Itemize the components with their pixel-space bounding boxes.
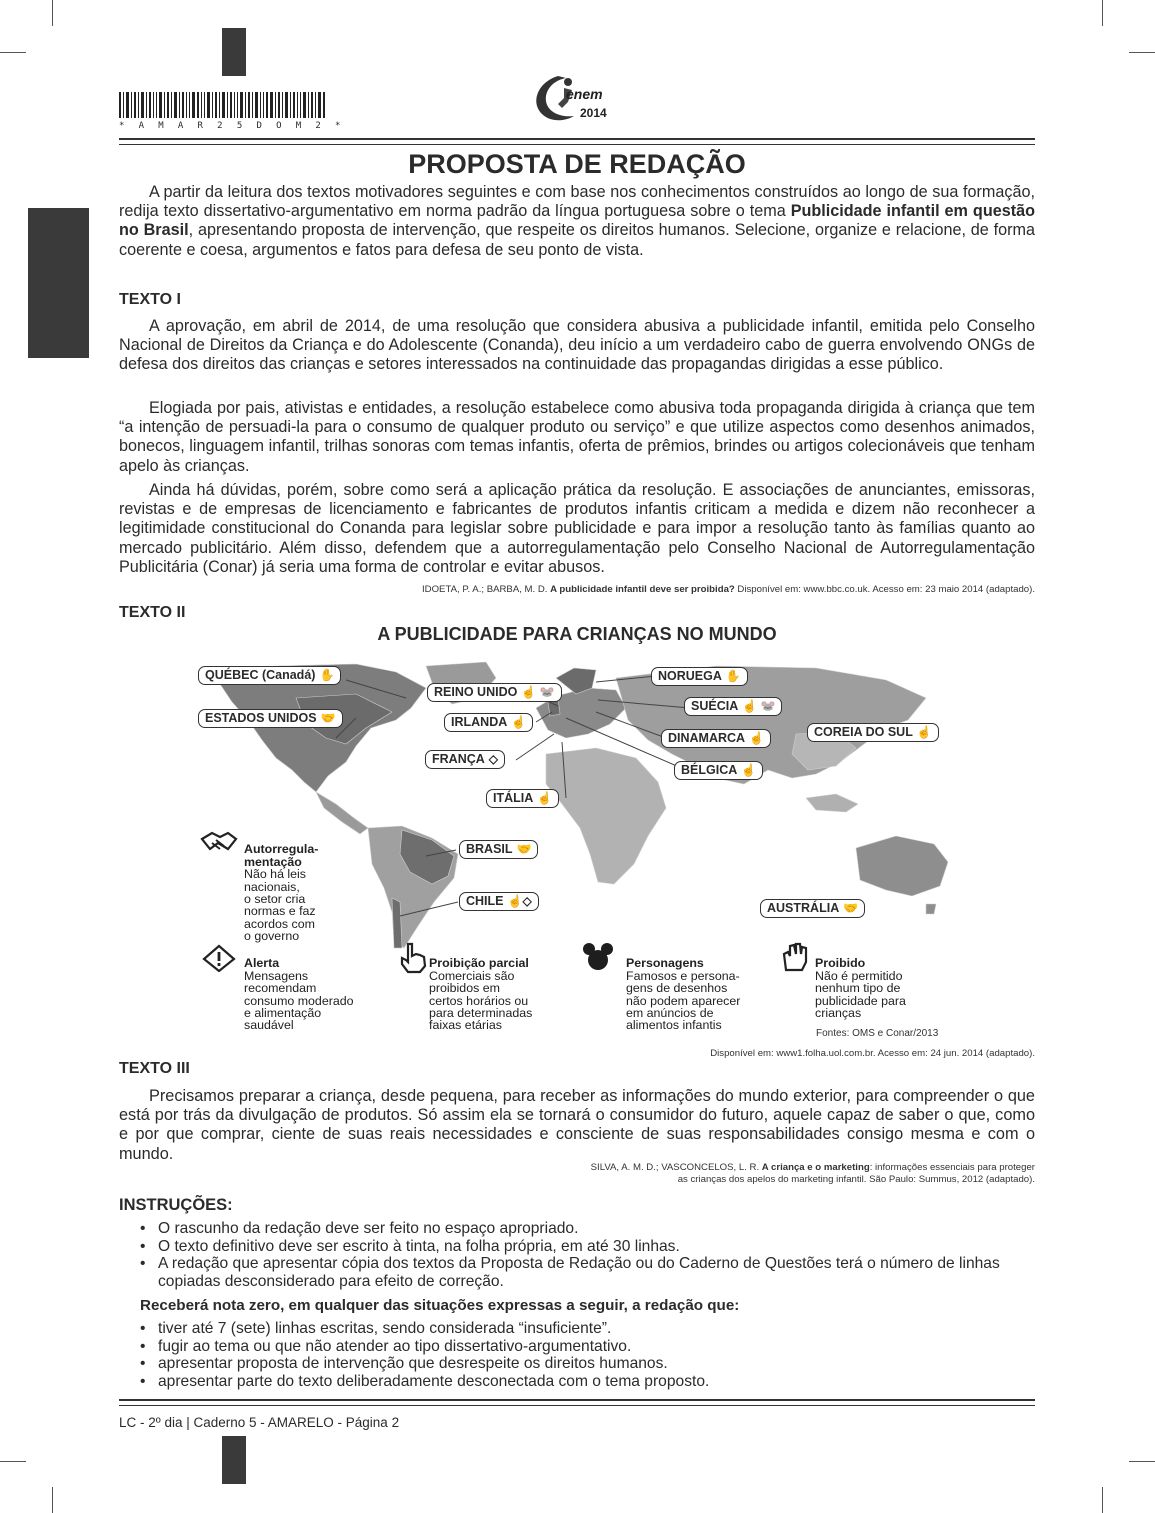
legend-proibido bbox=[815, 945, 906, 1019]
map-label-suecia bbox=[684, 697, 782, 716]
alert-icon: ◇ bbox=[488, 752, 499, 766]
map-label-reino-unido bbox=[427, 683, 562, 702]
pointing-hand-icon bbox=[398, 942, 428, 978]
handshake-icon: 🤝 bbox=[843, 901, 859, 915]
crop-mark bbox=[52, 1487, 53, 1513]
page-footer: LC - 2º dia | Caderno 5 - AMARELO - Página 2 bbox=[119, 1415, 400, 1430]
intro-theme: Publicidade infantil em questão no Brasil bbox=[119, 202, 1035, 240]
crop-mark bbox=[0, 1461, 26, 1462]
country-name: QUÉBEC (Canadá) bbox=[205, 668, 316, 682]
legend-alerta bbox=[244, 945, 354, 1032]
texto3-p1-text: Precisamos preparar a criança, desde pequena, para receber as informações do mundo exterior, para compreender o que está por trás da divulgação de produtos. Só assim ela se tornará o consumidor do futuro, aquele capaz de saber o que, como e por que comprar, ciente de suas reais necessidades e consciente de suas responsabilidades consigo mesma e com o mundo. bbox=[119, 1087, 1035, 1163]
pointing-hand-icon: ☝ bbox=[741, 763, 757, 777]
map-label-belgica bbox=[674, 761, 763, 780]
logo-word: enem bbox=[566, 86, 603, 102]
map-label-australia bbox=[760, 899, 865, 918]
pointing-hand-alert-icon: ☝◇ bbox=[507, 894, 532, 908]
list-item: • tiver até 7 (sete) linhas escritas, sendo considerada “insuficiente”. bbox=[138, 1320, 1035, 1338]
pointing-hand-icon: ☝ bbox=[749, 731, 765, 745]
handshake-icon bbox=[200, 829, 238, 857]
country-name: CHILE bbox=[466, 894, 504, 908]
map-label-chile bbox=[459, 892, 539, 911]
map-label-dinamarca bbox=[661, 729, 771, 748]
legend-proibicao-parcial bbox=[429, 945, 532, 1032]
raised-hand-icon: ✋ bbox=[725, 669, 741, 683]
list-item: • fugir ao tema ou que não atender ao tipo dissertativo-argumentativo. bbox=[138, 1338, 1035, 1356]
texto1-paragraph-1 bbox=[119, 317, 1035, 375]
instructions-list bbox=[138, 1220, 1035, 1290]
legend-text: Não há leis nacionais, o setor cria normas e faz acordos com o governo bbox=[244, 867, 316, 944]
texto3-paragraph bbox=[119, 1087, 1035, 1164]
map-label-irlanda bbox=[444, 713, 533, 732]
map-label-quebec bbox=[198, 666, 341, 685]
map-sources: Fontes: OMS e Conar/2013 bbox=[816, 1028, 939, 1039]
legend-text: Comerciais são proibidos em certos horários ou para determinadas faixas etárias bbox=[429, 968, 533, 1033]
country-name: NORUEGA bbox=[658, 669, 722, 683]
intro-text: A partir da leitura dos textos motivadores seguintes e com base nos conhecimentos construídos ao longo de sua formação, redija texto dissertativo-argumentativo em norma padrão da língua portuguesa sobre o tema bbox=[119, 183, 1035, 221]
zero-list bbox=[138, 1320, 1035, 1390]
list-item: • apresentar parte do texto deliberadamente desconectada com o tema proposto. bbox=[138, 1373, 1035, 1391]
barcode bbox=[119, 92, 327, 120]
map-label-brasil bbox=[459, 840, 538, 859]
texto1-paragraph-2 bbox=[119, 399, 1035, 476]
list-item: • A redação que apresentar cópia dos textos da Proposta de Redação ou do Caderno de Questões terá o número de linhas copiadas desconsiderado para efeito de correção. bbox=[138, 1255, 1035, 1290]
citation-title: A criança e o marketing bbox=[761, 1162, 870, 1173]
country-name: ESTADOS UNIDOS bbox=[205, 711, 317, 725]
legend-title: Personagens bbox=[626, 956, 704, 971]
pointing-hand-mouse-ears-icon: ☝ 🐭 bbox=[521, 685, 555, 699]
mouse-ears-icon bbox=[582, 942, 614, 976]
citation-authors: SILVA, A. M. D.; VASCONCELOS, L. R. bbox=[590, 1162, 762, 1173]
intro-text-end: , apresentando proposta de intervenção, que respeite os direitos humanos. Selecione, organize e relacione, de forma coerente e coesa, argumentos e fatos para defesa de seu ponto de vista. bbox=[119, 221, 1035, 259]
country-name: ITÁLIA bbox=[493, 791, 534, 805]
handshake-icon: 🤝 bbox=[320, 711, 336, 725]
registration-mark bbox=[222, 1436, 246, 1484]
texto1-heading: TEXTO I bbox=[119, 291, 181, 308]
logo-year: 2014 bbox=[580, 106, 607, 120]
crop-mark bbox=[1129, 1461, 1155, 1462]
page-title: PROPOSTA DE REDAÇÃO bbox=[408, 149, 746, 179]
citation-subtitle: : informações essenciais para proteger bbox=[869, 1162, 1035, 1173]
raised-hand-icon: ✋ bbox=[319, 668, 335, 682]
legend-text: Famosos e persona- gens de desenhos não podem aparecer em anúncios de alimentos infantis bbox=[626, 968, 741, 1033]
country-name: REINO UNIDO bbox=[434, 685, 518, 699]
texto3-heading: TEXTO III bbox=[119, 1060, 190, 1077]
list-item: • O texto definitivo deve ser escrito à tinta, na folha própria, em até 30 linhas. bbox=[138, 1238, 1035, 1256]
legend-title: Autorregula- mentação bbox=[244, 842, 319, 869]
handshake-icon: 🤝 bbox=[516, 842, 532, 856]
header-rule bbox=[119, 138, 1035, 145]
map-title: A PUBLICIDADE PARA CRIANÇAS NO MUNDO bbox=[377, 624, 777, 644]
map-label-coreia-do-sul bbox=[807, 723, 939, 742]
citation-authors: IDOETA, P. A.; BARBA, M. D. bbox=[422, 584, 551, 595]
crop-mark bbox=[1102, 1487, 1103, 1513]
legend-autorregulamentacao bbox=[244, 831, 318, 943]
map-label-italia bbox=[486, 789, 559, 808]
texto1-citation bbox=[300, 584, 1035, 596]
citation-source: Disponível em: www.bbc.co.uk. Acesso em: 23 maio 2014 (adaptado). bbox=[734, 584, 1035, 595]
crop-mark bbox=[52, 0, 53, 26]
country-name: IRLANDA bbox=[451, 715, 508, 729]
pointing-hand-icon: ☝ bbox=[511, 715, 527, 729]
intro-paragraph bbox=[119, 183, 1035, 260]
registration-mark bbox=[222, 28, 246, 76]
legend-title: Proibido bbox=[815, 956, 866, 971]
country-name: BRASIL bbox=[466, 842, 513, 856]
barcode-bars bbox=[119, 92, 327, 120]
raised-hand-icon bbox=[780, 942, 810, 976]
barcode-text: * A M A R 2 5 D O M 2 * bbox=[119, 121, 345, 131]
legend-text: Mensagens recomendam consumo moderado e alimentação saudável bbox=[244, 968, 354, 1033]
legend-title: Alerta bbox=[244, 956, 280, 971]
country-name: COREIA DO SUL bbox=[814, 725, 913, 739]
texto1-paragraph-3 bbox=[119, 481, 1035, 577]
list-item: • O rascunho da redação deve ser feito no espaço apropriado. bbox=[138, 1220, 1035, 1238]
list-item: • apresentar proposta de intervenção que desrespeite os direitos humanos. bbox=[138, 1355, 1035, 1373]
legend-title: Proibição parcial bbox=[429, 956, 529, 971]
side-tab-mark bbox=[28, 208, 89, 358]
crop-mark bbox=[1129, 52, 1155, 53]
texto1-p2-text: Elogiada por pais, ativistas e entidades, a resolução estabelece como abusiva toda propaganda dirigida à criança que tem “a intenção de persuadi-la para o consumo de qualquer produto ou serviço” e que utilize aspectos como desenhos animados, bonecos, linguagem infantil, trilhas sonoras com temas infantis, oferta de prêmios, brindes ou artigos colecionáveis que tenham apelo às crianças. bbox=[119, 399, 1035, 475]
texto1-p3-text: Ainda há dúvidas, porém, sobre como será a aplicação prática da resolução. E associações de anunciantes, emissoras, revistas e de empresas de licenciamento e fabricantes de produtos infantis criticam a medida e dizem não reconhecer a legitimidade constitucional do Conanda para legislar sobre publicidade e para impor a resolução tanto às famílias quanto ao mercado publicitário. Além disso, defendem que a autorregulamentação pelo Conselho Nacional de Autorregulamentação Publicitária (Conar) já seria uma forma de controlar e evitar abusos. bbox=[119, 481, 1035, 576]
map-label-franca bbox=[425, 750, 505, 769]
zero-heading: Receberá nota zero, em qualquer das situações expressas a seguir, a redação que: bbox=[140, 1297, 740, 1314]
legend-text: Não é permitido nenhum tipo de publicidade para crianças bbox=[815, 968, 906, 1021]
texto1-p1-text: A aprovação, em abril de 2014, de uma resolução que considera abusiva a publicidade infantil, emitida pelo Conselho Nacional de Direitos da Criança e do Adolescente (Conanda), deu início a um verdadeiro cabo de guerra envolvendo ONGs de defesa dos direitos das crianças e setores interessados na continuidade das propagandas dirigidas a esse público. bbox=[119, 317, 1035, 374]
country-name: AUSTRÁLIA bbox=[767, 901, 840, 915]
country-name: SUÉCIA bbox=[691, 699, 739, 713]
map-label-noruega bbox=[651, 667, 748, 686]
crop-mark bbox=[1102, 0, 1103, 26]
crop-mark bbox=[0, 52, 26, 53]
pointing-hand-icon: ☝ bbox=[537, 791, 553, 805]
legend-personagens bbox=[626, 945, 740, 1032]
instructions-heading: INSTRUÇÕES: bbox=[119, 1196, 233, 1214]
citation-source: as crianças dos apelos do marketing infantil. São Paulo: Summus, 2012 (adaptado). bbox=[677, 1174, 1035, 1185]
map-label-estados-unidos bbox=[198, 709, 343, 728]
pointing-hand-mouse-ears-icon: ☝ 🐭 bbox=[742, 699, 776, 713]
alert-icon bbox=[202, 944, 236, 976]
country-name: FRANÇA bbox=[432, 752, 485, 766]
texto2-heading: TEXTO II bbox=[119, 604, 186, 621]
footer-rule bbox=[119, 1399, 1035, 1406]
country-name: DINAMARCA bbox=[668, 731, 746, 745]
citation-title: A publicidade infantil deve ser proibida? bbox=[550, 584, 735, 595]
texto2-citation: Disponível em: www1.folha.uol.com.br. Acesso em: 24 jun. 2014 (adaptado). bbox=[710, 1048, 1035, 1059]
pointing-hand-icon: ☝ bbox=[916, 725, 932, 739]
country-name: BÉLGICA bbox=[681, 763, 738, 777]
texto3-citation bbox=[300, 1162, 1035, 1186]
